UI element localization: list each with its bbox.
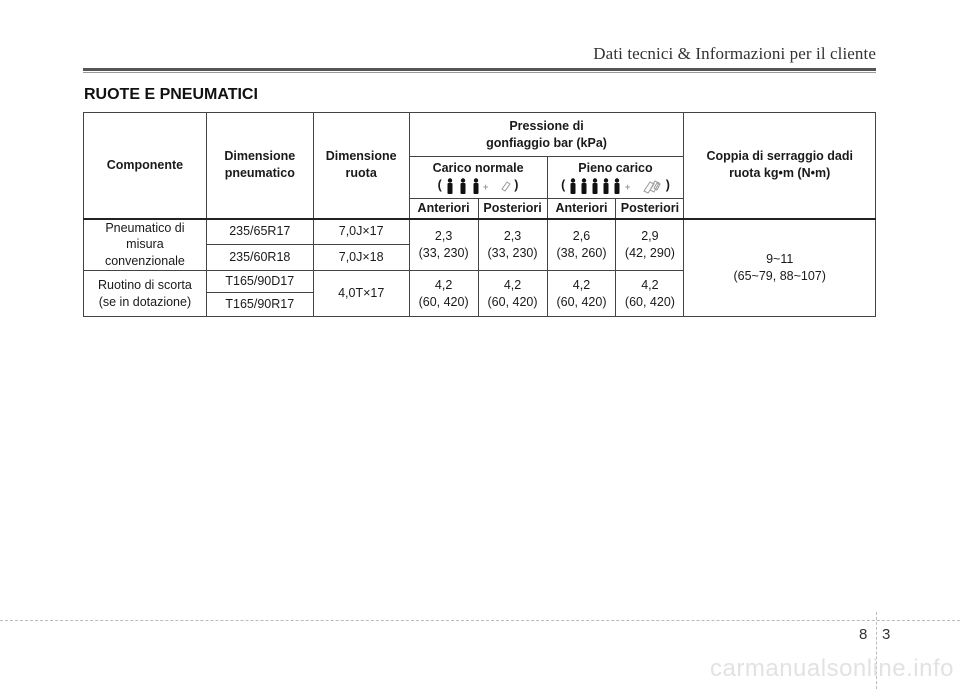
pressure-cell: 4,2 (60, 420) xyxy=(616,271,684,317)
tire-size-cell: 235/60R18 xyxy=(206,245,313,271)
wheel-size-cell: 4,0T×17 xyxy=(313,271,409,317)
pressure-cell: 2,3 (33, 230) xyxy=(478,219,547,271)
header-normal-load: Carico normale ( + ) xyxy=(409,157,547,199)
header-tire-size: Dimensione pneumatico xyxy=(206,113,313,219)
row-spare-tire-label: Ruotino di scorta (se in dotazione) xyxy=(84,271,207,317)
page-number-page: 3 xyxy=(882,626,891,643)
header-front-full: Anteriori xyxy=(547,199,616,219)
small-luggage-icon xyxy=(499,178,511,195)
wheels-tires-table xyxy=(83,112,876,317)
tire-size-cell: 235/65R17 xyxy=(206,219,313,245)
full-luggage-icon xyxy=(642,178,662,195)
header-full-load: Pieno carico ( + ) xyxy=(547,157,684,199)
running-header: Dati tecnici & Informazioni per il cliente xyxy=(593,44,876,63)
pressure-cell: 2,6 (38, 260) xyxy=(547,219,616,271)
header-front-normal: Anteriori xyxy=(409,199,478,219)
header-rear-full: Posteriori xyxy=(616,199,684,219)
section-title: RUOTE E PNEUMATICI xyxy=(84,86,258,103)
footer-rule xyxy=(0,620,960,621)
pressure-cell: 4,2 (60, 420) xyxy=(409,271,478,317)
header-rule-thin xyxy=(83,72,876,73)
pressure-cell: 4,2 (60, 420) xyxy=(547,271,616,317)
pressure-cell: 4,2 (60, 420) xyxy=(478,271,547,317)
svg-text:+: + xyxy=(624,182,630,193)
header-torque: Coppia di serraggio dadi ruota kg•m (N•m) xyxy=(684,113,876,219)
header-wheel-size: Dimensione ruota xyxy=(313,113,409,219)
svg-text:+: + xyxy=(483,182,489,193)
header-component: Componente xyxy=(84,113,207,219)
person-icon xyxy=(445,178,495,195)
table-row xyxy=(84,219,876,245)
wheel-size-cell: 7,0J×18 xyxy=(313,245,409,271)
row-standard-tire-label: Pneumatico di misura convenzionale xyxy=(84,219,207,271)
header-pressure: Pressione di gonfiaggio bar (kPa) xyxy=(409,113,684,157)
header-rule xyxy=(83,68,876,71)
torque-cell: 9~11 (65~79, 88~107) xyxy=(684,219,876,317)
person-icon xyxy=(569,178,639,195)
page-number-chapter: 8 xyxy=(859,626,868,643)
pressure-cell: 2,9 (42, 290) xyxy=(616,219,684,271)
tire-size-cell: T165/90D17 xyxy=(206,271,313,293)
header-rear-normal: Posteriori xyxy=(478,199,547,219)
tire-size-cell: T165/90R17 xyxy=(206,293,313,317)
watermark: carmanualsonline.info xyxy=(710,655,954,682)
pressure-cell: 2,3 (33, 230) xyxy=(409,219,478,271)
wheel-size-cell: 7,0J×17 xyxy=(313,219,409,245)
